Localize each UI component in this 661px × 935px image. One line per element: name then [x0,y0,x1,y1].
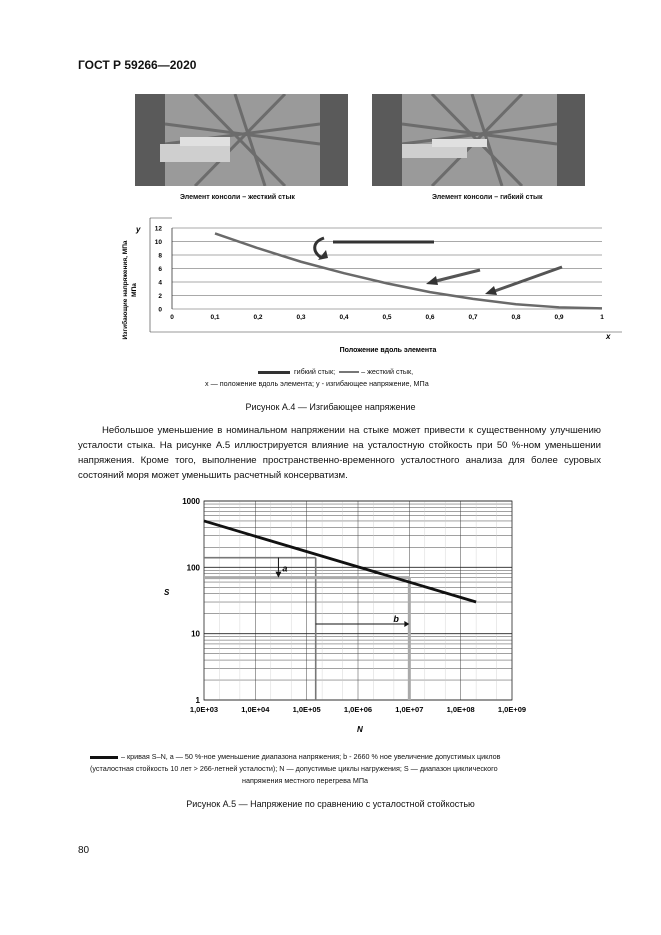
chart2-ylabel: S [164,588,170,597]
chart1-x-tick: 0,4 [339,314,349,321]
chart2-x-tick: 1,0E+03 [189,705,219,714]
photo-rigid-joint [135,94,348,186]
chart2-x-tick: 1,0E+08 [446,705,475,714]
chart1-series-line [215,233,602,308]
chart1-x-tick: 0,1 [210,314,220,321]
chart1-annotations [315,238,562,292]
chart2-y-tick: 10 [191,629,200,639]
document-header: ГОСТ Р 59266—2020 [78,58,197,72]
chart2-grid [204,501,512,700]
chart2-x-tick: 1,0E+09 [497,705,527,714]
figure-a5-legend-line3: напряжения местного перегрева МПа [242,776,368,785]
chart1-y-tick: 8 [158,252,162,260]
chart1-y-tick: 6 [158,266,162,273]
legend-swatch-sn [90,756,118,759]
page-number: 80 [78,845,90,856]
chart2-y-tick: 100 [186,563,200,573]
legend-swatch-flexible [258,371,290,374]
figure-a4-caption: Рисунок А.4 — Изгибающее напряжение [245,402,416,412]
chart2-x-tick: 1,0E+07 [395,705,424,714]
body-paragraph: Небольшое уменьшение в номинальном напряжении на стыке может привести к существенному улучшению усталости стыка. На рисунке А.5 иллюстрируется влияние на усталостную стойкость при 50 %-ном уменьшении напряжения. Кроме того, выполнение пространственно-временного усталостного анализа для более суровых состояний моря может уменьшить расчетный консерватизм. [78,425,601,481]
chart1-x-tick: 0,3 [296,314,306,321]
chart2-y-tick: 1 [195,696,200,705]
chart2-series [204,521,476,602]
chart1-x-tick: 0,2 [253,314,263,321]
photo-caption-flexible: Элемент консоли – гибкий стык [432,194,543,201]
chart1-ylabel-unit: МПа [131,283,138,297]
figure-a5-legend-line1: – кривая S–N, a — 50 %-ное уменьшение диапазона напряжения; b - 2660 % ное увеличение допустимых циклов [90,752,501,761]
chart2-x-tick: 1,0E+05 [292,705,321,714]
chart1-series [215,233,602,308]
photo-caption-rigid: Элемент консоли – жесткий стык [180,194,295,201]
chart2-y-tick: 1000 [182,497,200,506]
chart1-x-tick: 1 [600,314,604,321]
chart1-y-tick: 2 [158,293,162,300]
chart1-ylabel: Изгибающие напряжения, МПа [122,240,129,340]
chart1-x-tick: 0,8 [511,314,521,321]
chart2-label-a: a [282,563,288,574]
figure-a4-legend-line2: x — положение вдоль элемента; y - изгибающее напряжение, МПа [205,379,429,388]
chart2-xlabel: N [357,725,363,734]
photo-flexible-joint [372,94,585,186]
chart1-x-tick: 0,9 [554,314,564,321]
figure-a5-legend-line2: (усталостная стойкость 10 лет > 266-летней усталости); N — допустимые циклы нагружения; S — диапазон циклического [90,764,498,773]
chart1-y-tick: 12 [154,225,162,233]
chart1-x-tick: 0,5 [382,314,392,321]
figure-a4-legend-line1: гибкий стык; – жесткий стык, [258,367,413,376]
chart2-label-b: b [393,613,399,624]
chart1-x-tick: 0,6 [425,314,435,321]
legend-swatch-rigid [339,371,359,373]
chart1-x-tick: 0 [170,314,174,321]
chart1-xlabel: Положение вдоль элемента [339,347,437,354]
chart1-x-tick: 0,7 [468,314,478,321]
chart2-x-tick: 1,0E+06 [343,705,373,714]
chart1-y-tick: 0 [158,306,162,314]
chart1-y-tick: 10 [154,239,162,246]
bending-stress-chart [100,212,640,362]
chart1-xsym: x [606,332,611,341]
chart1-ysym: y [136,225,141,234]
chart1-y-tick: 4 [158,279,162,287]
chart2-x-tick: 1,0E+04 [241,705,270,714]
sn-curve-chart [150,490,550,735]
chart2-sn-curve [204,521,476,602]
figure-a5-caption: Рисунок А.5 — Напряжение по сравнению с усталостной стойкостью [186,799,475,809]
